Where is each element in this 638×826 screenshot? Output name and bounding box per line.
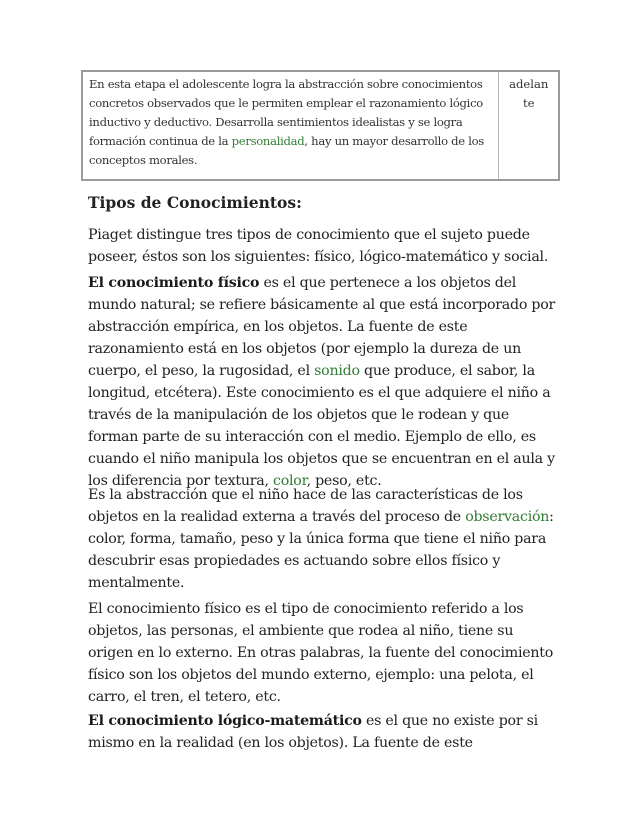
- paragraph-text-2: que produce, el sabor, la longitud, etcétera). Este conocimiento es el que adquiere el niño a través de la manipulación de los objetos que le rodean y que forman parte de su interacción con el medio. Ejemplo de ello, es cuando el niño manipula los objetos que se encuentran en el aula y los diferencia por textura,: [88, 363, 555, 489]
- paragraph-text: es el que no existe por si mismo en la realidad (en los objetos). La fuente de este: [88, 713, 538, 751]
- paragraph-text: es el que pertenece a los objetos del mundo natural; se refiere básicamente al que está incorporado por abstracción empírica, en los objetos. La fuente de este razonamiento está en los objetos (por ejemplo la dureza de un cuerpo, el peso, la rugosidad, el: [88, 275, 556, 379]
- paragraph-physical-2: El conocimiento físico es el tipo de conocimiento referido a los objetos, las personas, el ambiente que rodea al niño, tiene su origen en lo externo. En otras palabras, la fuente del conocimiento físico son los objetos del mundo externo, ejemplo: una pelota, el carro, el tren, el tetero, etc.: [88, 601, 554, 705]
- link-observacion[interactable]: observación: [465, 509, 550, 525]
- paragraph-text-3: , peso, etc.: [306, 473, 382, 489]
- link-sonido[interactable]: sonido: [314, 363, 360, 379]
- link-personalidad[interactable]: personalidad: [231, 134, 305, 148]
- table-cell-description: [82, 71, 499, 180]
- cell-text: En esta etapa el adolescente logra la abstracción sobre conocimientos concretos observados que le permiten emplear el razonamiento lógico inductivo y deductivo. Desarrolla sentimientos idealistas y se logra formación continua de la: [89, 77, 483, 148]
- cell-text-end: , hay un mayor desarrollo de los conceptos morales.: [89, 134, 484, 167]
- table-row: [82, 71, 559, 180]
- term-logical: El conocimiento lógico-matemático: [88, 713, 362, 729]
- side-text: adelante: [509, 77, 549, 110]
- paragraph-intro: Piaget distingue tres tipos de conocimiento que el sujeto puede poseer, éstos son los siguientes: físico, lógico-matemático y social.: [88, 227, 549, 265]
- paragraph-text: Es la abstracción que el niño hace de las características de los objetos en la realidad externa a través del proceso de: [88, 487, 523, 525]
- table-cell-side: [499, 71, 559, 180]
- stage-table: [81, 70, 560, 181]
- paragraph-logical: [88, 710, 558, 754]
- link-color[interactable]: color: [273, 473, 307, 489]
- paragraph-abstraction: [88, 484, 558, 594]
- paragraph-text-2: : color, forma, tamaño, peso y la única forma que tiene el niño para descubrir esas propiedades es actuando sobre ellos físico y mentalmente.: [88, 509, 554, 591]
- section-heading: Tipos de Conocimientos:: [88, 193, 302, 212]
- paragraph-physical: [88, 272, 558, 492]
- term-physical: El conocimiento físico: [88, 275, 260, 291]
